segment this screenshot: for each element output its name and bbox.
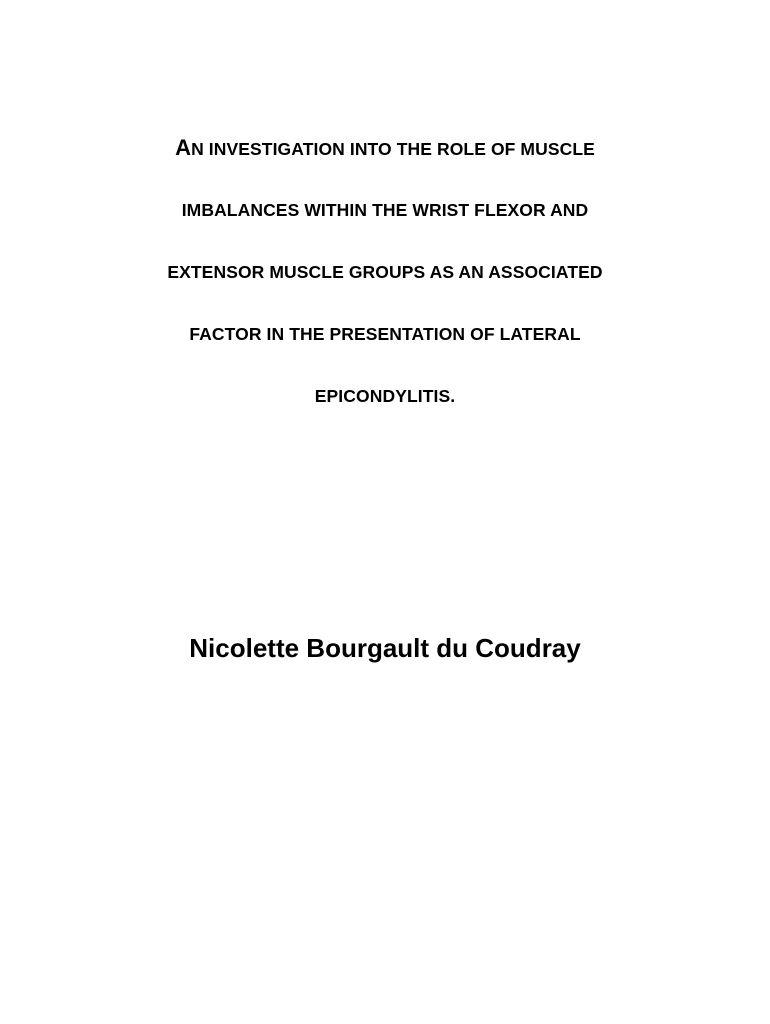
title-line-5: EPICONDYLITIS. <box>314 386 456 406</box>
title-line-1 <box>0 128 770 190</box>
title-line-4: FACTOR IN THE PRESENTATION OF LATERAL <box>189 324 581 344</box>
document-title <box>0 128 770 438</box>
author-name: Nicolette Bourgault du Coudray <box>189 633 581 663</box>
title-line-2: IMBALANCES WITHIN THE WRIST FLEXOR AND <box>181 200 589 220</box>
title-line-3: EXTENSOR MUSCLE GROUPS AS AN ASSOCIATED <box>167 262 603 282</box>
title-line-1-text: N INVESTIGATION INTO THE ROLE OF MUSCLE <box>191 139 595 159</box>
title-drop-cap: A <box>175 135 192 160</box>
